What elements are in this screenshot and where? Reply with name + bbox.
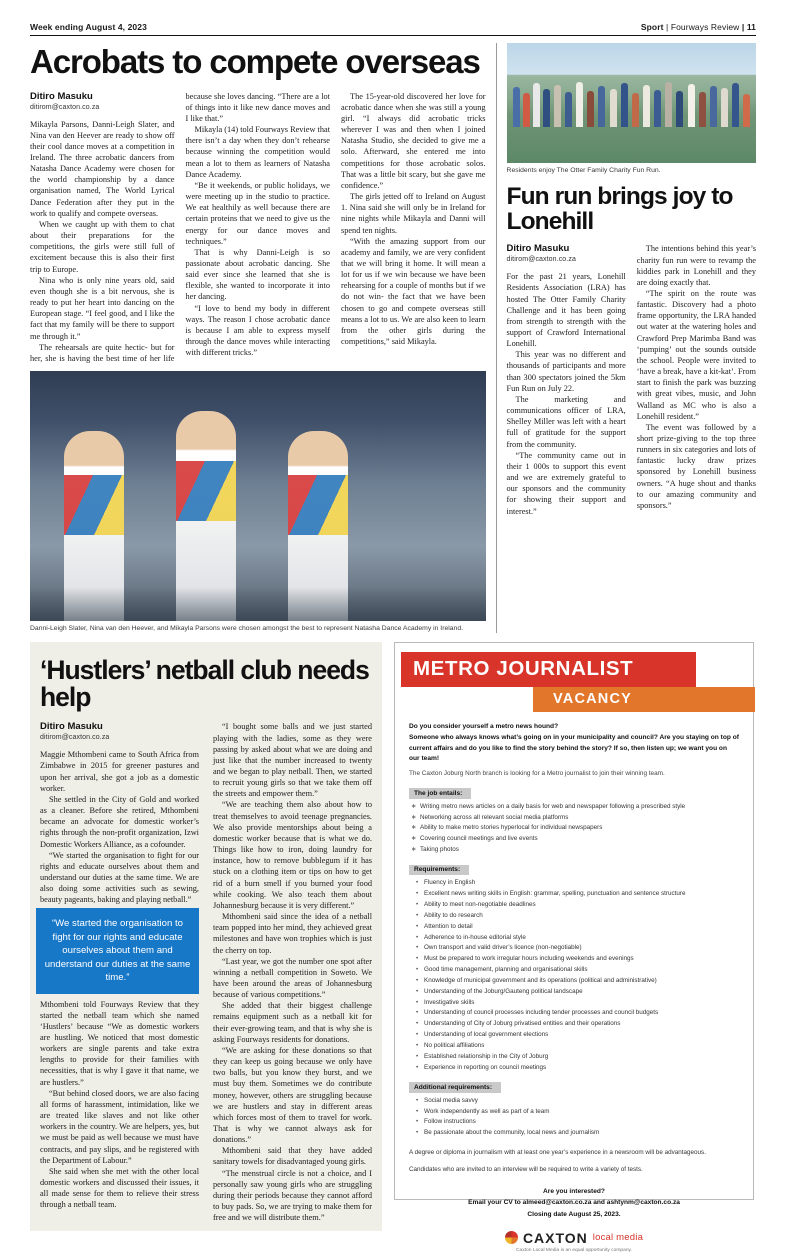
advert-additional-list [409,1096,739,1139]
list-item: • Investigative skills [413,998,739,1009]
masthead-section-info [641,22,756,32]
advert-note-2: Candidates who are invited to an interview will be required to write a variety of tests. [409,1165,643,1173]
list-item: ∗ Networking across all relevant social media platforms [409,813,739,824]
paragraph: Maggie Mthombeni came to South Africa from Zimbabwe in 2015 for greener pastures and upon her arrival, she got a job as a domestic worker. [40,750,199,793]
advert-region [394,642,754,1253]
byline-email: ditirom@caxton.co.za [506,256,576,264]
list-item: • Good time management, planning and organisational skills [413,965,739,976]
page-title: Acrobats to compete overseas [30,43,480,80]
metro-journalist-advert [394,642,754,1253]
list-item: • Understanding of City of Joburg privatised entities and their operations [413,1019,739,1030]
paragraph: Nina who is only nine years old, said even though she is a bit nervous, she is ready to put her heart into dancing on the European stage. “I feel good, and I like the fact that my family will be there to support me through it.” [30,275,175,341]
funrun-photo-caption: Residents enjoy The Otter Family Charity Fun Run. [506,167,661,174]
paragraph: Mikayla (14) told Fourways Review that there isn’t a day when they don’t rehearse because winning the competition would mean a lot to them as learners of Natasha Dance Academy. [185,125,330,179]
paragraph: The marketing and communications officer of LRA, Shelley Miller was left with a heart full of gratitude for the support from the community. [506,394,626,449]
funrun-photo [507,43,756,163]
acrobats-body [30,91,486,364]
list-item: • Understanding of local government elections [413,1030,739,1041]
hustlers-body [40,721,372,1223]
paragraph: “The community came out in their 1 000s to support this event and we are extremely grateful to our sponsors and the community for showing their support and interest.” [506,450,626,516]
paragraph: “Last year, we got the number one spot after winning a netball competition in Soweto. We have been around the areas of Johannesburg because of various competitions.” [213,956,372,1000]
advert-lead-line-2: Someone who always knows what’s going on in your municipality and council? Are you staying on top of current affairs and do you like to find the story behind the story? If so, then listen up; we want you on our team! [409,734,739,763]
masthead-publication: Fourways Review [670,22,740,32]
list-item: • Excellent news writing skills in English: grammar, spelling, punctuation and sentence structure [413,889,739,900]
masthead-sep-2: | [741,22,745,32]
paragraph: “I love to bend my body in different ways. The reason I chose acrobatic dance is because I am able to express myself through the dance moves while interacting with different tricks.” [185,303,330,358]
paragraph: The 15-year-old discovered her love for acrobatic dance when she was still a young girl. “I always did acrobatic tricks wherever I was and then when I joined Natasha Studio, she decided to give me a solo. Afterward, she entered me into competitions for those acrobatic solos. That was a little bit scary, but she gave me confidence.” [341,91,486,190]
list-item: ∗ Covering council meetings and live events [409,834,739,845]
list-item: • Ability to do research [413,911,739,922]
funrun-body [507,243,756,516]
caxton-logo-name: CAXTON [522,1229,588,1246]
paragraph: “We are teaching them also about how to treat themselves to avoid teenage pregnancies. We also provide mentorships about being a domestic worker because that is what we do. Things like how to iron, doing laundry for instance, how to remove bubblegum if it has stuck on a clothing item or tips on how to get rid of a burn smell if you burned your food while cooking. We also teach them about Johannesburg because it is very different.” [213,800,372,910]
list-item: • Own transport and valid driver’s licence (non-negotiable) [413,943,739,954]
paragraph: The rehearsals are quite hectic- but for her, she is having the best time of her life because she loves dancing. “There are a lot of things into it like new dance moves and I like that.” [30,91,330,363]
dancers-photo-caption: Danni-Leigh Slater, Nina van den Heever, and Mikayla Parsons were chosen amongst the best to represent Natasha Dance Academy in Ireland. [30,624,463,632]
list-item: ∗ Writing metro news articles on a daily basis for web and newspaper following a prescribed style [409,802,739,813]
funrun-columns [507,243,756,516]
masthead-section: Sport [640,22,664,32]
acrobats-byline-block [30,91,175,111]
list-item: • Work independently as well as part of a team [413,1107,739,1118]
funrun-headline: Fun run brings joy to Lonehill [506,183,733,236]
advert-lead-sub: The Caxton Joburg North branch is looking for a Metro journalist to join their winning team. [409,770,665,778]
funrun-byline-block [507,243,626,263]
funrun-photo-crowd [507,65,756,127]
paragraph: The intentions behind this year’s charity fun run were to revamp the kiddies park in Lonehill and they are doing exactly that. [636,244,756,287]
advert-cta [409,1186,739,1220]
hustlers-byline-block [40,721,199,741]
caxton-logo-icon [505,1231,518,1244]
caxton-logo [409,1230,739,1246]
hustlers-columns [40,721,372,1223]
list-item: • Attention to detail [413,922,739,933]
advert-footer-note: Caxton Local Media is an equal opportunity company. [516,1247,632,1253]
advert-body [395,712,753,1253]
paragraph: “The spirit on the route was fantastic. Discovery had a photo frame opportunity, the LRA handed out water at the watering holes and Crawford Prep Marimba Band was ‘pumping’ out the sounds outside the school. People were invited to ‘have a break, have a kit-kat’. From start to finish the park was buzzing with great vibes, music, and John Walland as MC who is also a Lonehill resident.” [636,288,756,421]
paragraph: When we caught up with them to chat about their preparations for the competitions, the girls were still full of excitement because this is also their first trip to Europe. [30,219,175,274]
paragraph: For the past 21 years, Lonehill Residents Association (LRA) has hosted The Otter Family Charity Challenge and it has been going from strength to strength with the support of Crawford International Lonehill. [506,272,626,349]
list-item: ∗ Ability to make metro stories hyperlocal for individual newspapers [409,823,739,834]
list-item: • Experience in reporting on council meetings [413,1063,739,1074]
advert-lead-line-1: Do you consider yourself a metro news hound? [409,723,559,731]
list-item: • Understanding of the Joburg/Gauteng political landscape [413,987,739,998]
hustlers-headline: ‘Hustlers’ netball club needs help [40,655,369,713]
advert-additional-heading: Additional requirements: [409,1082,501,1093]
masthead [30,22,756,35]
advert-job-heading: The job entails: [409,788,471,799]
funrun-article [496,43,756,633]
paragraph: The girls jetted off to Ireland on August 1. Nina said she will only be in Ireland for nine nights while Mikayla and Danni will spend ten nights. [341,192,486,235]
paragraph: She said when she met with the other local domestic workers and discussed their issues, it all made sense for them to relieve their stress through a netball team. [40,1166,199,1210]
advert-title: METRO JOURNALIST [401,652,696,687]
advert-cta-line-2[interactable]: Email your CV to almeed@caxton.co.za and ashtynm@caxton.co.za [468,1199,680,1207]
bottom-region [30,642,756,1253]
acrobats-columns [30,91,486,364]
masthead-sep-1: | [666,22,669,32]
paragraph: She added that their biggest challenge remains equipment such as a netball kit for their ever-growing team, and that is why she is asking Fourways residents for donations. [213,1001,372,1044]
advert-note: A degree or diploma in journalism with at least one year’s experience in a newsroom will be advantageous. [409,1149,706,1157]
list-item: ∗ Taking photos [409,845,739,856]
list-item: • No political affiliations [413,1041,739,1052]
list-item: • Adherence to in-house editorial style [413,933,739,944]
dancers-photo [30,371,486,621]
top-story-region [30,43,756,633]
advert-cta-line-3: Closing date August 25, 2023. [527,1210,621,1218]
paragraph: “We are asking for these donations so that they can keep us going because we only have two balls, but you know they burst, and we must buy them. Sometimes we do contribute money, however, others are struggling because we are hustlers and stay in different areas which forces most of them to travel for work. That is why we cannot always ask for donations.” [213,1045,372,1145]
paragraph: “I bought some balls and we just started playing with the ladies, some as they were passing by asked about what we are doing and just like that the number increased to twenty and we began to play netball. Then, we started to recruit young girls so that we take them off the streets and empower them.” [213,722,372,799]
list-item: • Follow instructions [413,1117,739,1128]
paragraph: Mthombeni said since the idea of a netball team popped into her mind, they achieved great milestones and have won trophies which is just the cherry on top. [213,912,372,955]
advert-job-list [409,802,739,856]
list-item: • Understanding of council processes including tender processes and council budgets [413,1008,739,1019]
paragraph: “The menstrual circle is not a choice, and I personally saw young girls who are struggling during their periods because they cannot afford to buy pads. So, we are trying to make them for free and we will distribute them.” [213,1168,372,1223]
advert-requirements-heading: Requirements: [409,865,469,876]
paragraph: She settled in the City of Gold and worked as a cleaner. Before she retired, Mthombeni became an advocate for domestic worker’s rights through the non-profit organization, Izwi Domestic Workers Alliance, as a cofounder. [40,794,199,849]
list-item: • Established relationship in the City of Joburg [413,1052,739,1063]
advert-cta-line-1: Are you interested? [543,1187,605,1195]
paragraph: “We started the organisation to fight for our rights and educate ourselves about them and understand our duties at the same time. We are also doing some activities such as sewing, beauty pageants, baking and playing netball.” [40,850,199,905]
paragraph: “Be it weekends, or public holidays, we were meeting up in the studio to practice. We eat healthily as well because there are certain proteins that we need to give us the energy for our dance moves and techniques.” [185,180,330,246]
caxton-logo-sub: local media [592,1232,644,1244]
paragraph: The event was followed by a short prize-giving to the top three runners in six categories and lots of fantastic lucky draw prizes sponsored by Lonehill business owners. “A huge shout and thanks to our amazing community and sponsors.” [636,422,756,510]
list-item: • Social media savvy [413,1096,739,1107]
byline-email: ditirom@caxton.co.za [40,734,110,742]
list-item: • Knowledge of municipal government and its operations (political and administrative) [413,976,739,987]
pull-quote: “We started the organisation to fight for our rights and educate ourselves about them and understand our duties at the same time.” [36,908,199,993]
hustlers-article [30,642,382,1231]
paragraph: This year was no different and thousands of participants and more than 300 spectators joined the 5km Fun Run on July 22. [506,350,626,393]
masthead-page-number: 11 [746,22,756,32]
paragraph: That is why Danni-Leigh is so passionate about acrobatic dancing. She said ever since she learned that she is flexible, she wanted to incorporate it into her dancing. [185,247,330,302]
byline-author: Ditiro Masuku [30,90,93,102]
list-item: • Fluency in English [413,878,739,889]
byline-email: ditirom@caxton.co.za [30,103,100,111]
paragraph: “With the amazing support from our academy and family, we are very confident that we will bring it home. It will mean a lot for us if we win because we have been rehearsing for a couple of months but if we do not win- the fact that we have been chosen to go and compete overseas still means a lot to us. We are also keen to learn from the other girls during the competitions,” said Mikayla. [341,236,486,347]
masthead-date: Week ending August 4, 2023 [30,22,147,32]
list-item: • Be passionate about the community, local news and journalism [413,1128,739,1139]
byline-author: Ditiro Masuku [506,243,570,255]
advert-requirements-list [409,878,739,1073]
masthead-divider [30,35,756,36]
paragraph: Mthombeni said that they have added sanitary towels for disadvantaged young girls. [213,1146,372,1167]
list-item: • Must be prepared to work irregular hours including weekends and evenings [413,954,739,965]
advert-vacancy-badge: VACANCY [533,687,755,712]
acrobats-article [30,43,486,633]
byline-author: Ditiro Masuku [40,721,103,733]
paragraph: Mikayla Parsons, Danni-Leigh Slater, and Nina van den Heever are ready to show off their cool dance moves at a competition in Ireland. The three acrobatic dancers from Natasha Dance Academy were chosen for the world championship by a dance organisation named, The World Lyrical Dance Federation after they put in the work to qualify and compete overseas. [30,119,175,218]
list-item: • Ability to meet non-negotiable deadlines [413,900,739,911]
paragraph: Mthombeni told Fourways Review that they started the netball team which she named ‘Hustlers’ because “We as domestic workers are hustling. We noticed that most domestic workers are single parents and take extra lengths to provide for their families with necessities, that is why I gave it that name, we are hustlers.” [40,999,199,1087]
paragraph: “But behind closed doors, we are also facing all forms of harassment, intimidation, like we are treated like slaves and not like other workers in the country. We are helpers, yes, but we must be paid as well because we must have contracts, and pay slips, and be registered with the Department of Labour.” [40,1088,199,1165]
